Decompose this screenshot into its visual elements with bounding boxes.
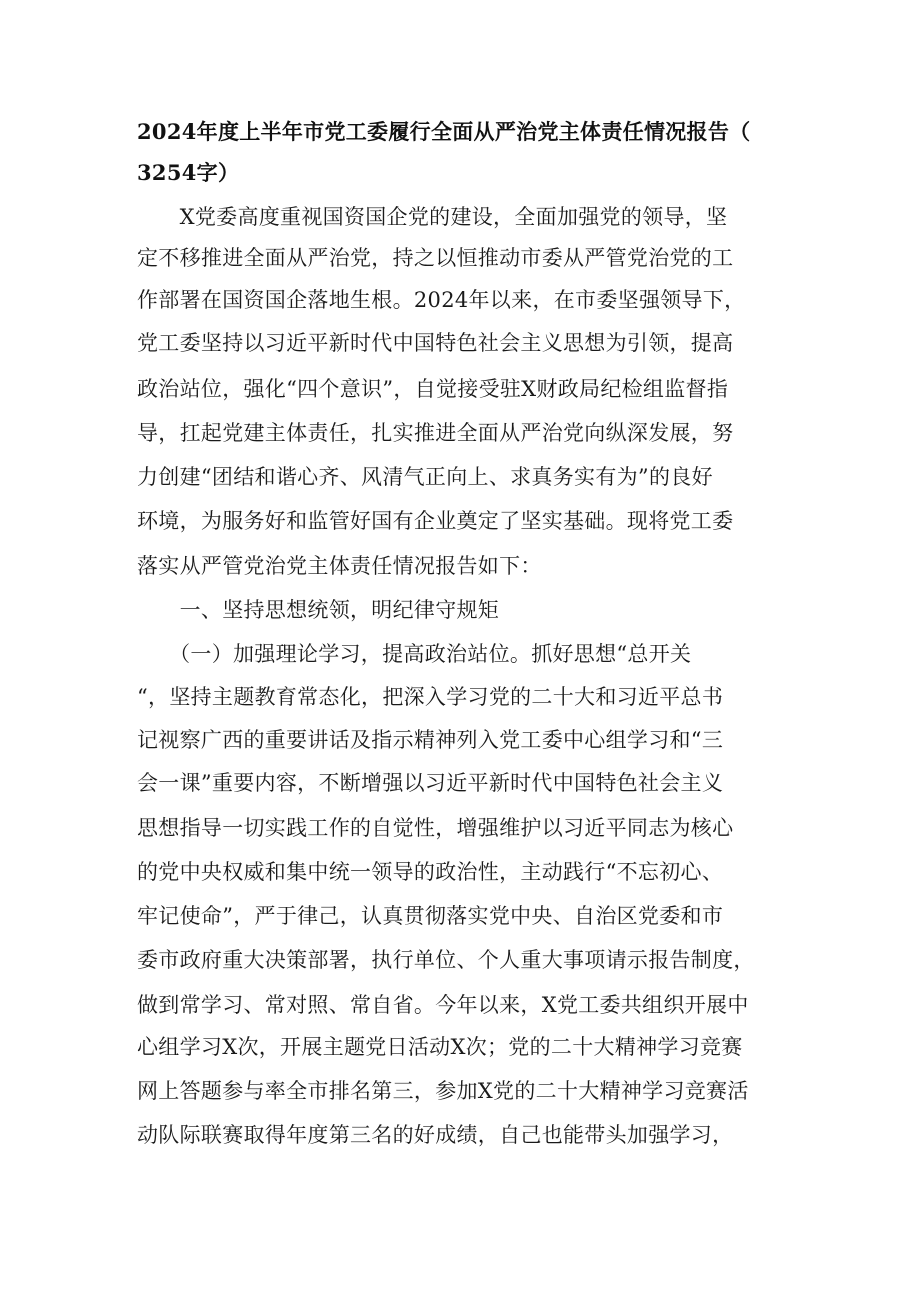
body-line: 做到常学习、常对照、常自省。今年以来，X党工委共组织开展中 xyxy=(137,993,749,1017)
body-line: X党委高度重视国资国企党的建设，全面加强党的领导，坚 xyxy=(137,205,728,229)
body-line: 作部署在国资国企落地生根。2024年以来，在市委坚强领导下， xyxy=(137,288,746,312)
body-line: 政治站位，强化“四个意识”，自觉接受驻X财政局纪检组监督指 xyxy=(137,377,729,401)
document-title-line-2: 3254字） xyxy=(137,160,240,185)
subsection-heading: （一）加强理论学习，提高政治站位。抓好思想“总开关 xyxy=(137,642,692,666)
body-line: 落实从严管党治党主体责任情况报告如下： xyxy=(137,554,542,578)
body-line: 环境，为服务好和监管好国有企业奠定了坚实基础。现将党工委 xyxy=(137,509,734,533)
body-line: 心组学习X次，开展主题党日活动X次；党的二十大精神学习竞赛 xyxy=(137,1035,743,1059)
body-line: 定不移推进全面从严治党，持之以恒推动市委从严管党治党的工 xyxy=(137,246,734,270)
body-line: 记视察广西的重要讲话及指示精神列入党工委中心组学习和“三 xyxy=(137,728,724,752)
body-line: 动队际联赛取得年度第三名的好成绩，自己也能带头加强学习， xyxy=(137,1123,734,1147)
body-line: 的党中央权威和集中统一领导的政治性，主动践行“不忘初心、 xyxy=(137,860,724,884)
document-title-line-1: 2024年度上半年市党工委履行全面从严治党主体责任情况报告（ xyxy=(137,119,751,144)
section-heading: 一、坚持思想统领，明纪律守规矩 xyxy=(137,598,500,622)
body-line: 会一课”重要内容，不断增强以习近平新时代中国特色社会主义 xyxy=(137,771,724,795)
body-line: “，坚持主题教育常态化，把深入学习党的二十大和习近平总书 xyxy=(137,685,724,709)
body-line: 委市政府重大决策部署，执行单位、个人重大事项请示报告制度， xyxy=(137,948,755,972)
body-line: 牢记使命”，严于律己，认真贯彻落实党中央、自治区党委和市 xyxy=(137,904,724,928)
body-line: 思想指导一切实践工作的自觉性，增强维护以习近平同志为核心 xyxy=(137,816,734,840)
body-line: 网上答题参与率全市排名第三，参加X党的二十大精神学习竞赛活 xyxy=(137,1079,749,1103)
body-line: 导，扛起党建主体责任，扎实推进全面从严治党向纵深发展，努 xyxy=(137,421,734,445)
body-line: 党工委坚持以习近平新时代中国特色社会主义思想为引领，提高 xyxy=(137,331,734,355)
body-line: 力创建“团结和谐心齐、风清气正向上、求真务实有为”的良好 xyxy=(137,465,713,489)
